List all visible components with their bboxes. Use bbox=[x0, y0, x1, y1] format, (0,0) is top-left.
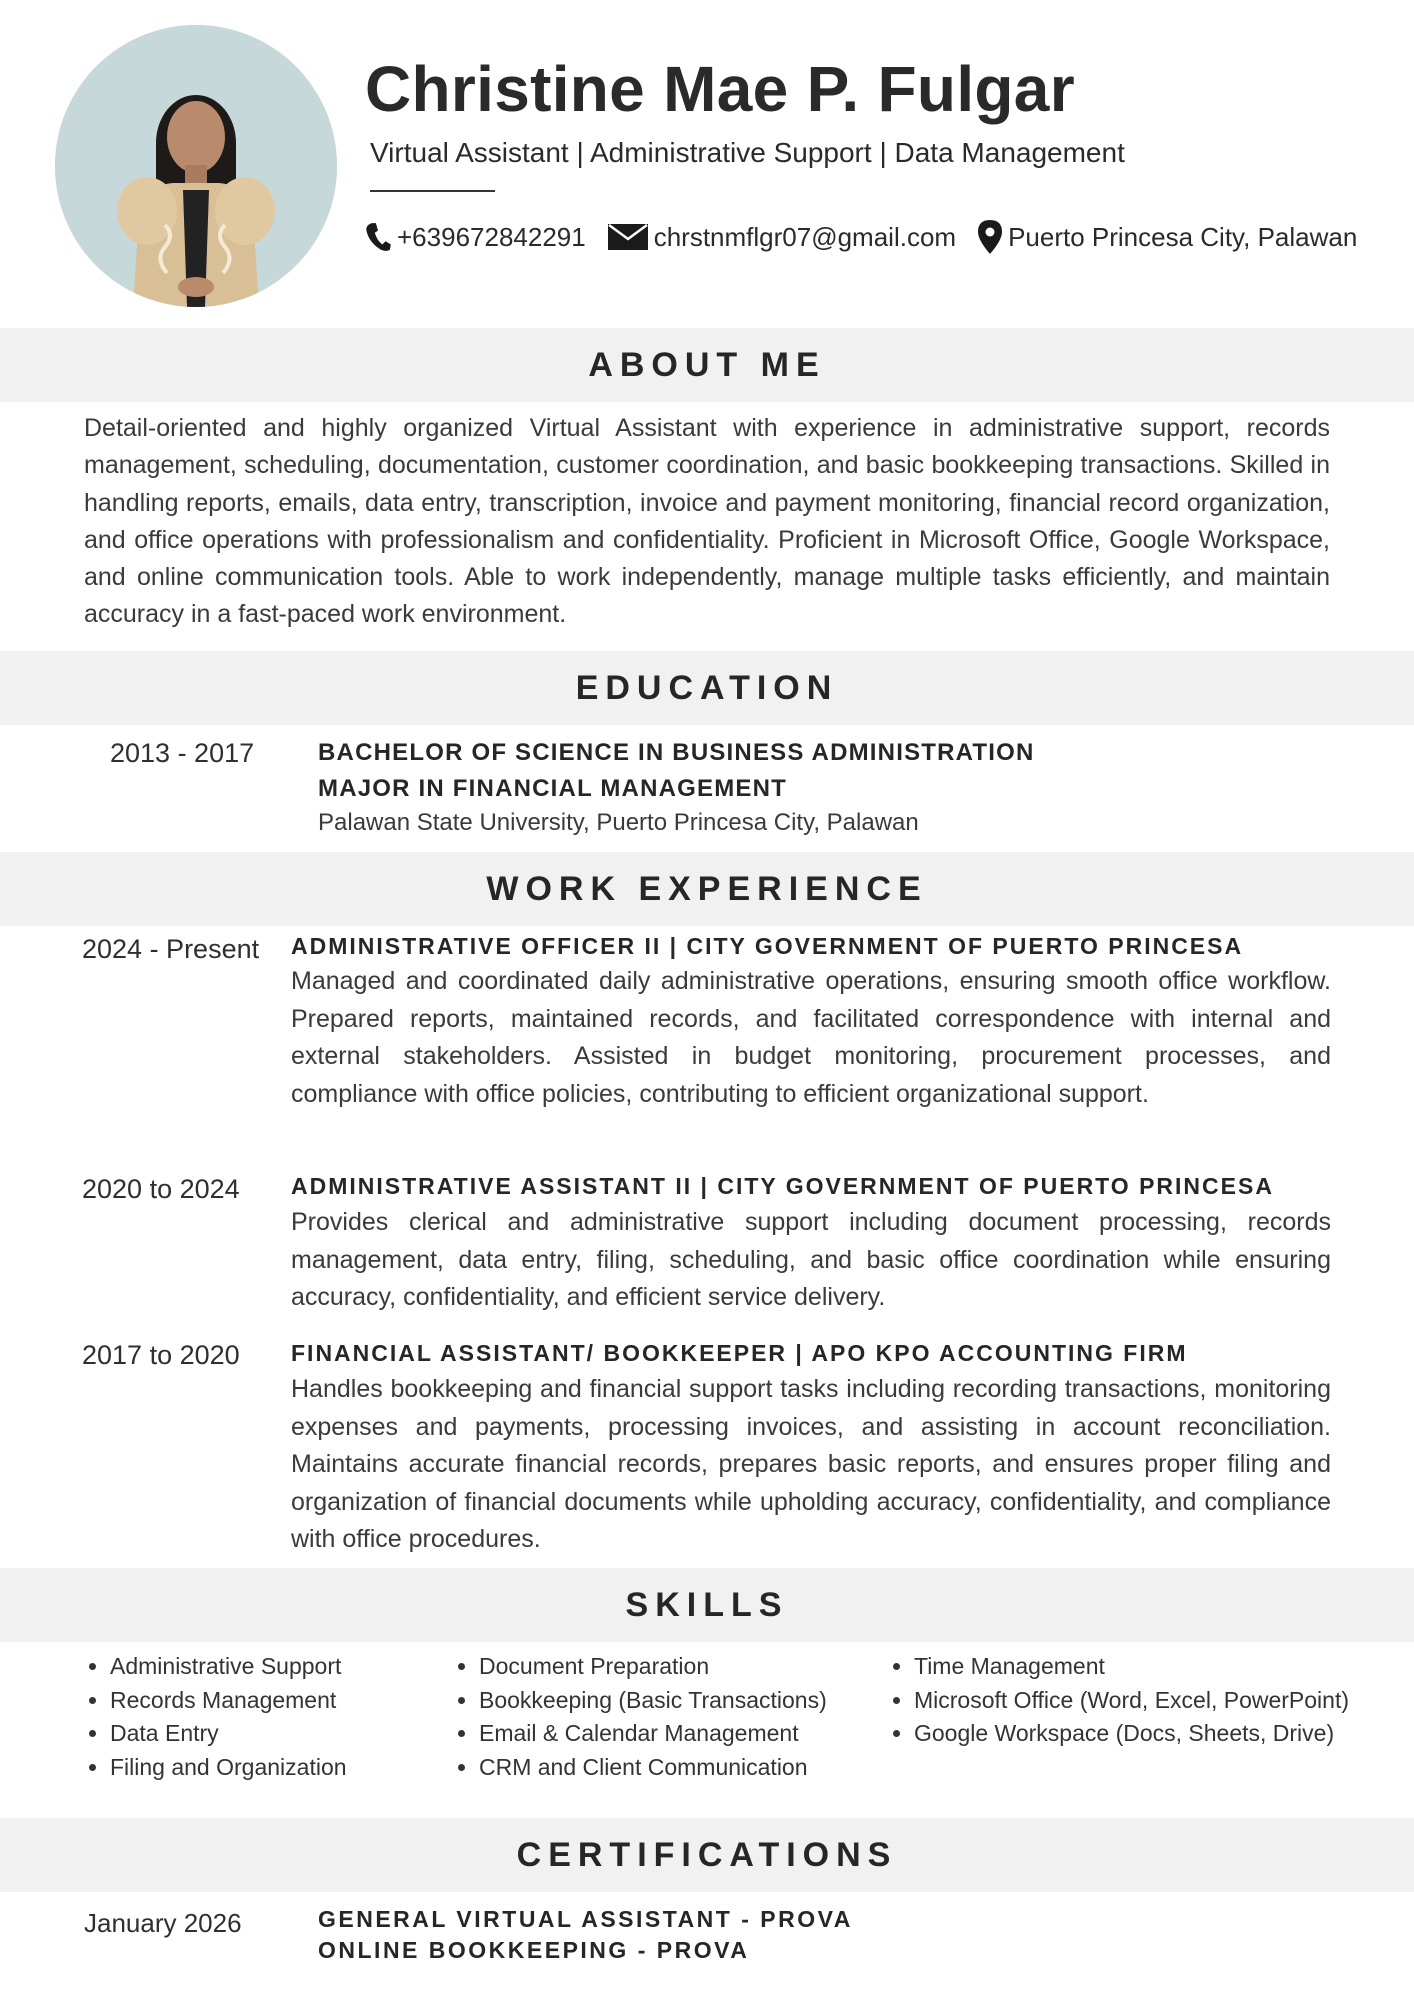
certification-list bbox=[318, 1906, 853, 1964]
profile-photo bbox=[55, 25, 337, 307]
certifications-heading: CERTIFICATIONS bbox=[516, 1835, 898, 1874]
work-heading: WORK EXPERIENCE bbox=[486, 869, 928, 908]
job-1-description: Managed and coordinated daily administrative operations, ensuring smooth office workflow. Prepared reports, maintained records, and facilitated correspondence with internal and external stakeholders. Assisted in budget monitoring, procurement processes, and compliance with office policies, contributing to efficient organizational support. bbox=[291, 967, 1331, 1108]
skill-item: • CRM and Client Communication bbox=[479, 1751, 827, 1785]
skill-item: • Records Management bbox=[110, 1684, 347, 1718]
work-section-header bbox=[0, 852, 1414, 926]
certifications-section-header bbox=[0, 1818, 1414, 1892]
candidate-name: Christine Mae P. Fulgar bbox=[365, 53, 1075, 125]
mail-icon bbox=[608, 224, 648, 250]
job-2-title: ADMINISTRATIVE ASSISTANT II | CITY GOVERNMENT OF PUERTO PRINCESA bbox=[291, 1173, 1274, 1199]
job-3-years: 2017 to 2020 bbox=[82, 1340, 240, 1370]
skill-item: • Time Management bbox=[914, 1650, 1349, 1684]
profile-photo-illustration bbox=[55, 25, 337, 307]
phone-number[interactable]: +639672842291 bbox=[397, 221, 586, 252]
skill-item: • Filing and Organization bbox=[110, 1751, 347, 1785]
skills-column-1 bbox=[83, 1650, 347, 1784]
education-section-header bbox=[0, 651, 1414, 725]
contact-location bbox=[978, 220, 1357, 254]
certification-item: ONLINE BOOKKEEPING - PROVA bbox=[318, 1937, 750, 1963]
certification-date: January 2026 bbox=[84, 1908, 242, 1938]
education-years: 2013 - 2017 bbox=[110, 738, 255, 768]
skill-item: • Data Entry bbox=[110, 1717, 347, 1751]
job-3-title: FINANCIAL ASSISTANT/ BOOKKEEPER | APO KPO ACCOUNTING FIRM bbox=[291, 1340, 1188, 1366]
job-3-description: Handles bookkeeping and financial support tasks including recording transactions, monitoring expenses and payments, processing invoices, and assisting in account reconciliation. Maintains accurate financial records, prepares basic reports, and ensures proper filing and organization of financial documents while upholding accuracy, confidentiality, and compliance with office procedures. bbox=[291, 1375, 1331, 1553]
skill-item: • Email & Calendar Management bbox=[479, 1717, 827, 1751]
job-2-years: 2020 to 2024 bbox=[82, 1174, 240, 1204]
degree-line-2: MAJOR IN FINANCIAL MANAGEMENT bbox=[318, 775, 788, 802]
header-divider bbox=[370, 190, 495, 192]
contact-phone bbox=[365, 222, 586, 253]
contact-row bbox=[365, 220, 1379, 254]
skills-heading: SKILLS bbox=[625, 1585, 789, 1624]
email-address[interactable]: chrstnmflgr07@gmail.com bbox=[653, 221, 957, 252]
certification-item: GENERAL VIRTUAL ASSISTANT - PROVA bbox=[318, 1906, 853, 1932]
degree-line-1: BACHELOR OF SCIENCE IN BUSINESS ADMINISTRATION bbox=[318, 739, 1035, 766]
skills-column-3 bbox=[887, 1650, 1349, 1751]
job-1-years: 2024 - Present bbox=[82, 934, 260, 964]
about-heading: ABOUT ME bbox=[588, 345, 826, 384]
about-text: Detail-oriented and highly organized Virtual Assistant with experience in administrative support, records management, scheduling, documentation, customer coordination, and basic bookkeeping transactions. Skilled in handling reports, emails, data entry, transcription, invoice and payment monitoring, financial record organization, and office operations with professionalism and confidentiality. Proficient in Microsoft Office, Google Workspace, and online communication tools. Able to work independently, manage multiple tasks efficiently, and maintain accuracy in a fast-paced work environment. bbox=[84, 414, 1330, 629]
about-section-header bbox=[0, 328, 1414, 402]
phone-icon bbox=[365, 222, 391, 252]
skill-item: • Administrative Support bbox=[110, 1650, 347, 1684]
education-heading: EDUCATION bbox=[575, 668, 839, 707]
skills-column-2 bbox=[452, 1650, 827, 1784]
contact-email bbox=[608, 222, 956, 253]
skills-section-header bbox=[0, 1568, 1414, 1642]
location-pin-icon bbox=[978, 220, 1002, 254]
job-1-title: ADMINISTRATIVE OFFICER II | CITY GOVERNMENT OF PUERTO PRINCESA bbox=[291, 933, 1244, 959]
location-text: Puerto Princesa City, Palawan bbox=[1008, 221, 1358, 252]
candidate-tagline: Virtual Assistant | Administrative Support | Data Management bbox=[370, 137, 1125, 168]
education-entry bbox=[318, 735, 1035, 837]
skill-item: • Document Preparation bbox=[479, 1650, 827, 1684]
skill-item: • Google Workspace (Docs, Sheets, Drive) bbox=[914, 1717, 1349, 1751]
school-name: Palawan State University, Puerto Princesa City, Palawan bbox=[318, 809, 919, 836]
job-2-description: Provides clerical and administrative support including document processing, records management, data entry, filing, scheduling, and basic office coordination while ensuring accuracy, confidentiality, and efficient service delivery. bbox=[291, 1208, 1331, 1311]
skill-item: • Microsoft Office (Word, Excel, PowerPoint) bbox=[914, 1684, 1349, 1718]
skill-item: • Bookkeeping (Basic Transactions) bbox=[479, 1684, 827, 1718]
